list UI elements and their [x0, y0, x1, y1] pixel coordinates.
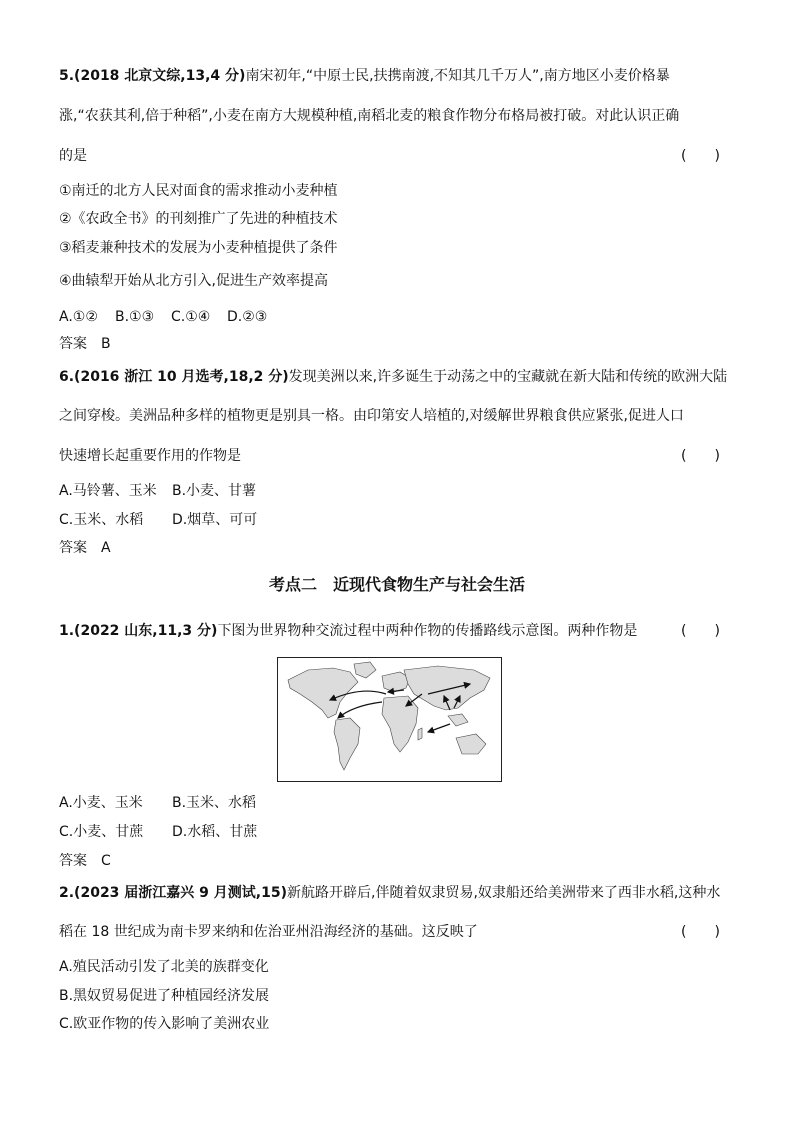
q5-source: 5.(2018 北京文综,13,4 分): [59, 68, 246, 84]
madagascar-landmass: [418, 728, 422, 740]
q5-answer-blank: ( ): [681, 148, 720, 164]
q6-line-1: [59, 367, 727, 387]
q5-option-b: B.①③: [115, 309, 155, 325]
q6-source: 6.(2016 浙江 10 月选考,18,2 分): [59, 369, 289, 385]
q5-stem-2: 涨,“农获其利,倍于种稻”,小麦在南方大规模种植,南稻北麦的粮食作物分布格局被打破。对此认识正确: [59, 108, 680, 124]
s2q1-source: 1.(2022 山东,11,3 分): [59, 623, 218, 639]
southeast-asia-landmass: [448, 714, 468, 726]
s2q1-option-c: C.小麦、甘蔗: [59, 824, 144, 840]
s2q2-line-1: [59, 883, 720, 903]
q6-answer: 答案 A: [59, 540, 111, 556]
q5-item-1: ①南迁的北方人民对面食的需求推动小麦种植: [59, 183, 338, 199]
route-arrow-2: [338, 702, 382, 718]
s2q2-option-b: B.黑奴贸易促进了种植园经济发展: [59, 988, 270, 1004]
q6-stem-3: 快速增长起重要作用的作物是: [59, 448, 241, 464]
q5-line-1: [59, 66, 670, 86]
q5-item-3: ③稻麦兼种技术的发展为小麦种植提供了条件: [59, 240, 338, 256]
q5-option-c: C.①④: [171, 309, 211, 325]
africa-landmass: [382, 696, 418, 752]
q5-option-d: D.②③: [227, 309, 268, 325]
s2q1-answer-blank: ( ): [681, 623, 720, 639]
q6-option-a: A.马铃薯、玉米: [59, 483, 157, 499]
s2q2-answer-blank: ( ): [681, 924, 720, 940]
q5-answer: 答案 B: [59, 336, 111, 352]
q6-option-b: B.小麦、甘薯: [172, 483, 257, 499]
greenland-landmass: [354, 662, 376, 678]
s2q1-option-a: A.小麦、玉米: [59, 795, 143, 811]
q6-option-c: C.玉米、水稻: [59, 512, 144, 528]
q5-stem-1: 南宋初年,“中原士民,扶携南渡,不知其几千万人”,南方地区小麦价格暴: [245, 68, 670, 84]
south-america-landmass: [334, 718, 360, 770]
route-arrow-8: [428, 724, 450, 732]
q6-options-row-1: [59, 481, 256, 501]
north-america-landmass: [288, 668, 358, 718]
s2q2-stem-2: 稻在 18 世纪成为南卡罗来纳和佐治亚州沿海经济的基础。这反映了: [59, 924, 478, 940]
s2q1-stem-1: 下图为世界物种交流过程中两种作物的传播路线示意图。两种作物是: [217, 623, 638, 639]
q6-option-d: D.烟草、可可: [172, 512, 258, 528]
q5-options: [59, 307, 267, 327]
q6-stem-2: 之间穿梭。美洲品种多样的植物更是别具一格。由印第安人培植的,对缓解世界粮食供应紧张,促进人口: [59, 408, 684, 424]
s2q2-option-c: C.欧亚作物的传入影响了美洲农业: [59, 1016, 270, 1032]
q5-item-2: ②《农政全书》的刊刻推广了先进的种植技术: [59, 211, 338, 227]
s2q1-option-d: D.水稻、甘蔗: [172, 824, 258, 840]
s2q2-option-a: A.殖民活动引发了北美的族群变化: [59, 959, 269, 975]
q6-stem-1: 发现美洲以来,许多诞生于动荡之中的宝藏就在新大陆和传统的欧洲大陆: [288, 369, 728, 385]
q5-item-4: ④曲辕犁开始从北方引入,促进生产效率提高: [59, 273, 328, 289]
world-map-figure: [277, 657, 502, 782]
s2q1-options-row-1: [59, 793, 256, 813]
world-map-svg: [278, 658, 501, 781]
q5-option-a: A.①②: [59, 309, 98, 325]
q6-answer-blank: ( ): [681, 448, 720, 464]
s2q1-option-b: B.玉米、水稻: [172, 795, 257, 811]
s2q2-stem-1: 新航路开辟后,伴随着奴隶贸易,奴隶船还给美洲带来了西非水稻,这种水: [287, 885, 721, 901]
s2q1-line-1: [59, 621, 637, 641]
s2q1-answer: 答案 C: [59, 853, 111, 869]
s2q1-options-row-2: [59, 822, 257, 842]
q5-stem-3: 的是: [59, 148, 87, 164]
section-title: 考点二 近现代食物生产与社会生活: [268, 575, 525, 594]
s2q2-source: 2.(2023 届浙江嘉兴 9 月测试,15): [59, 885, 287, 901]
q6-options-row-2: [59, 510, 257, 530]
australia-landmass: [456, 734, 486, 754]
